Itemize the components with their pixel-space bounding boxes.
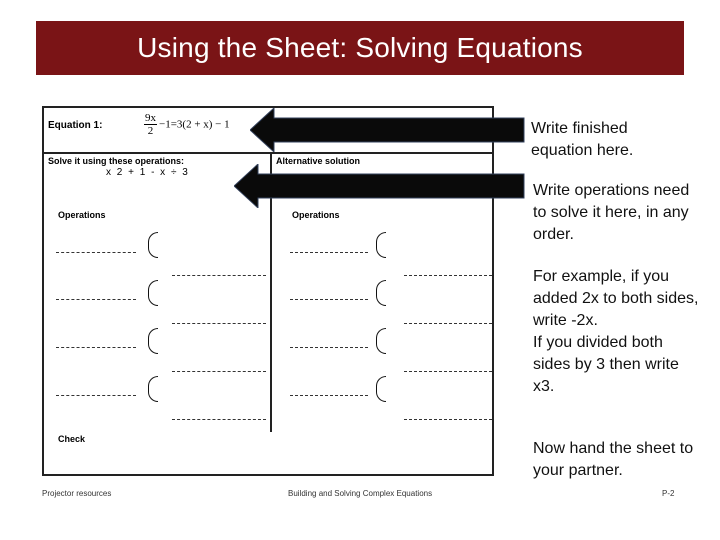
step-bracket — [376, 232, 386, 258]
step-bracket — [148, 232, 158, 258]
equation-numerator: 9x — [145, 112, 156, 124]
answer-line — [404, 323, 492, 324]
answer-line — [290, 347, 368, 348]
answer-line — [172, 419, 266, 420]
operations-heading-right: Operations — [292, 210, 340, 220]
answer-line — [56, 395, 136, 396]
equation-rest: −1=3(2 + x) − 1 — [159, 118, 230, 131]
solve-label: Solve it using these operations: — [48, 156, 185, 166]
arrow-left-icon — [250, 108, 528, 152]
answer-line — [404, 371, 492, 372]
page-number: P-2 — [662, 489, 675, 498]
answer-line — [172, 275, 266, 276]
worksheet — [42, 106, 494, 476]
answer-line — [404, 419, 492, 420]
equation-fraction — [144, 112, 157, 137]
answer-line — [56, 252, 136, 253]
step-bracket — [376, 328, 386, 354]
note-example-text: For example, if you added 2x to both sides, write -2x. — [533, 268, 699, 329]
note-finished-equation: Write finished equation here. — [531, 120, 634, 159]
answer-line — [290, 299, 368, 300]
equation-denominator: 2 — [147, 125, 154, 137]
operations-list: x 2 + 1 - x ÷ 3 — [106, 167, 188, 178]
check-label: Check — [58, 434, 86, 444]
step-bracket — [376, 376, 386, 402]
footer-left: Projector resources — [42, 489, 112, 498]
answer-line — [172, 323, 266, 324]
arrow-left-icon — [234, 164, 528, 208]
answer-line — [290, 395, 368, 396]
step-bracket — [148, 280, 158, 306]
answer-line — [172, 371, 266, 372]
operations-heading-left: Operations — [58, 210, 106, 220]
slide-title: Using the Sheet: Solving Equations — [137, 32, 583, 63]
note-operations: Write operations need to solve it here, in any order. — [533, 182, 690, 243]
answer-line — [56, 299, 136, 300]
note-hand-sheet: Now hand the sheet to your partner. — [533, 440, 694, 479]
answer-line — [404, 275, 492, 276]
note-example-text-2: If you divided both sides by 3 then write x3. — [533, 334, 679, 395]
equation — [144, 112, 230, 137]
title-bar — [36, 21, 684, 75]
equation-label: Equation 1: — [48, 120, 103, 131]
step-bracket — [376, 280, 386, 306]
alternative-solution-label: Alternative solution — [276, 156, 361, 166]
note-example — [533, 266, 703, 398]
answer-line — [56, 347, 136, 348]
step-bracket — [148, 376, 158, 402]
footer-center: Building and Solving Complex Equations — [288, 489, 433, 498]
step-bracket — [148, 328, 158, 354]
answer-line — [290, 252, 368, 253]
